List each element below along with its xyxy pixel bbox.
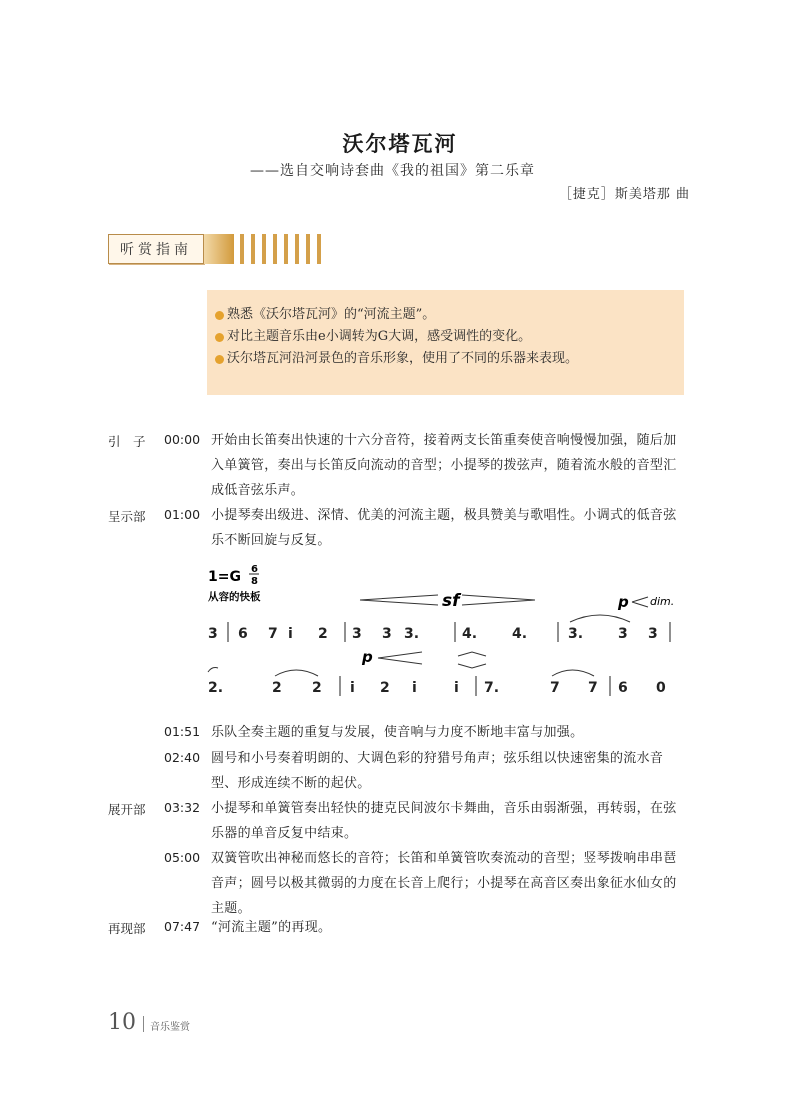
score-meter-bottom: 8 [251,576,258,587]
footer-divider [143,1016,144,1032]
description: 圆号和小号奏着明朗的、大调色彩的狩猎号角声；弦乐组以快速密集的流水音 型、形成连续不断的起伏。 [211,751,664,791]
section-label: 再现部 [108,921,146,936]
timestamp: 00:00 [164,432,201,447]
slur [570,615,630,622]
guide-points-box [207,290,684,395]
score-note: 7. [484,680,500,696]
page-number: 10 [108,1010,136,1035]
score-note: 3 [618,626,628,642]
score-note: 7 [550,680,560,696]
score-note: i [412,680,417,696]
hairpin-swell [458,652,486,668]
score-note: 7 [268,626,278,642]
description: “河流主题”的再现。 [211,920,332,935]
score-note: 3 [648,626,658,642]
score-note: 2 [312,680,322,696]
score-note: 2 [380,680,390,696]
listening-guide-label: 听赏指南 [108,234,204,264]
description: 乐队全奏主题的重复与发展，使音响与力度不断地丰富与加强。 [211,725,584,740]
listening-guide-header [108,233,328,265]
score-note: i [454,680,459,696]
score-note: 3 [352,626,362,642]
score-key: 1=G [208,569,241,585]
score-note: 2. [208,680,224,696]
score-tempo: 从容的快板 [208,591,261,603]
guide-stripes-decoration [240,234,328,264]
page-title: 沃尔塔瓦河 [342,131,458,156]
guide-point: 熟悉《沃尔塔瓦河》的“河流主题”。 [215,304,684,326]
description: 小提琴奏出级进、深情、优美的河流主题，极具赞美与歌唱性。小调式的低音弦 乐不断回旋与反复。 [211,508,677,548]
score-note: i [350,680,355,696]
bullet-dot-icon [215,333,224,342]
composer-credit: ［捷克］斯美塔那 曲 [558,187,690,202]
score-note: i [288,626,293,642]
score-note: 2 [318,626,328,642]
score-note: 3 [208,626,218,642]
timestamp: 03:32 [164,800,201,815]
dynamic-p-second: p [362,648,373,666]
score-note: 4. [512,626,528,642]
timestamp: 07:47 [164,919,201,934]
timestamp: 01:51 [164,724,201,739]
section-label: 引 子 [108,434,146,449]
guide-gradient-decoration [204,234,234,264]
section-label: 呈示部 [108,509,146,524]
score-meter-top: 6 [251,564,258,575]
guide-point: 沃尔塔瓦河沿河景色的音乐形象，使用了不同的乐器来表现。 [215,348,684,370]
book-title: 音乐鉴赏 [150,1022,190,1033]
description: 小提琴和单簧管奏出轻快的捷克民间波尔卡舞曲，音乐由弱渐强，再转弱，在弦 乐器的单音反复中结束。 [211,801,677,841]
hairpin-decrescendo [462,595,535,605]
music-score [200,560,690,705]
timestamp: 02:40 [164,750,201,765]
dynamic-dim: dim. [650,595,675,608]
score-note: 3 [382,626,392,642]
score-note: 7 [588,680,598,696]
score-note: 3. [404,626,420,642]
score-note: 4. [462,626,478,642]
bullet-dot-icon [215,311,224,320]
score-note: 2 [272,680,282,696]
timestamp: 01:00 [164,507,201,522]
description: 双簧管吹出神秘而悠长的音符；长笛和单簧管吹奏流动的音型；竖琴拨响串串琶 音声；圆号以极其微弱的力度在长音上爬行；小提琴在高音区奏出象征水仙女的 主题。 [211,851,677,916]
score-note: 6 [238,626,248,642]
section-label: 展开部 [108,802,146,817]
hairpin-crescendo [360,595,438,605]
score-note: 6 [618,680,628,696]
slur [275,670,318,676]
dynamic-p: p [618,593,629,611]
dynamic-sf: sf [442,591,460,611]
description: 开始由长笛奏出快速的十六分音符，接着两支长笛重奏使音响慢慢加强，随后加 入单簧管，奏出与长笛反向流动的音型；小提琴的拨弦声，随着流水般的音型汇 成低音弦乐声。 [211,433,677,498]
score-note: 3. [568,626,584,642]
hairpin-line2 [378,652,422,664]
timestamp: 05:00 [164,850,201,865]
subtitle: ——选自交响诗套曲《我的祖国》第二乐章 [250,163,535,179]
hairpin-small [632,597,648,607]
guide-point: 对比主题音乐由e小调转为G大调，感受调性的变化。 [215,326,684,348]
bullet-dot-icon [215,355,224,364]
slur [552,670,594,676]
score-note: 0 [656,680,666,696]
